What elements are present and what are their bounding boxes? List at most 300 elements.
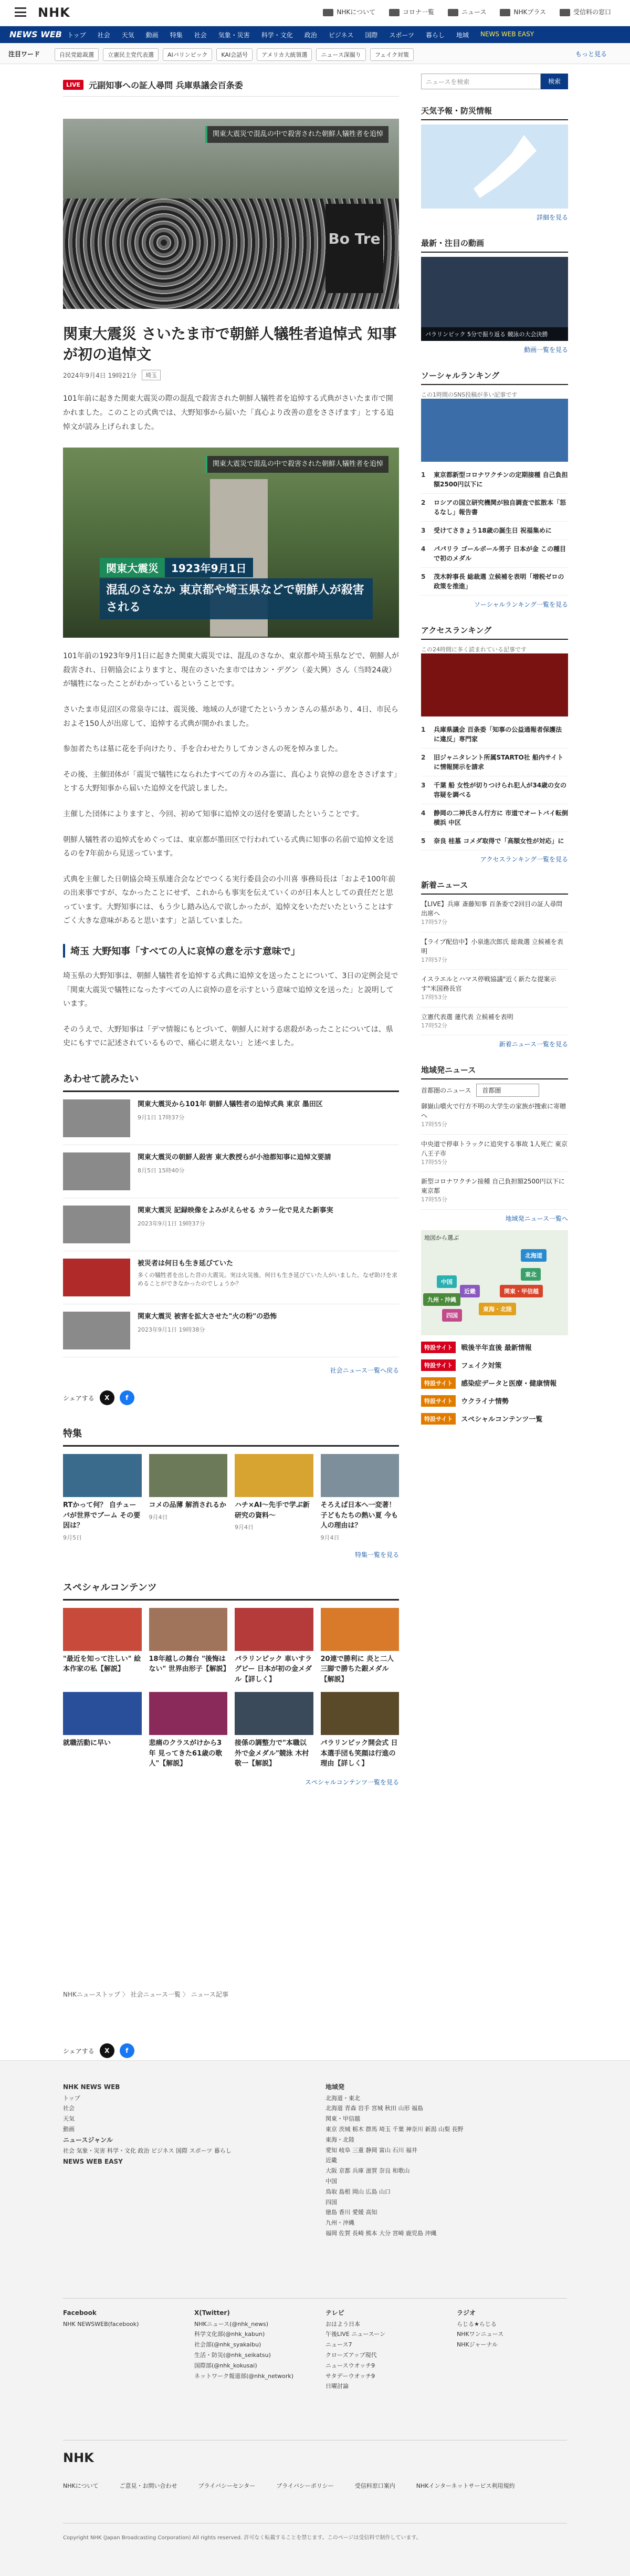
article-paragraph: その後、主催団体が「震災で犠牲になられたすべての方々のみ霊に、真心より哀悼の意をささげます」とする大野知事から届いた追悼文を代読しました。 bbox=[63, 770, 397, 793]
ranking-title[interactable]: 東京都新型コロナワクチンの定期接種 自己負担額2500円以下に bbox=[434, 471, 568, 488]
weather-detail-link[interactable]: 詳細を見る bbox=[536, 214, 568, 221]
article-tag[interactable]: 埼玉 bbox=[142, 370, 161, 380]
footer-col-title: 地域発 bbox=[326, 2083, 345, 2091]
footer-col-title: X(Twitter) bbox=[194, 2309, 230, 2317]
related-thumbnail bbox=[63, 1099, 130, 1137]
special-site-banner[interactable] bbox=[421, 1359, 568, 1371]
special-card[interactable] bbox=[321, 1608, 400, 1685]
footer-link[interactable]: 受信料窓口案内 bbox=[354, 2482, 395, 2489]
footer-link[interactable]: トップ bbox=[63, 2094, 80, 2102]
footer bbox=[0, 2060, 630, 2576]
footer-col-title: テレビ bbox=[326, 2309, 344, 2317]
footer-col-title: NHK NEWS WEB bbox=[63, 2083, 120, 2091]
feature-card[interactable] bbox=[149, 1454, 228, 1542]
video-heading: 最新・注目の動画 bbox=[421, 237, 568, 253]
local-news-item[interactable] bbox=[421, 1097, 568, 1135]
news-web-brand[interactable]: NEWS WEB bbox=[9, 29, 62, 39]
nav-tab[interactable]: 科学・文化 bbox=[261, 32, 293, 39]
nav-tab-easy[interactable]: NEWS WEB EASY bbox=[480, 30, 534, 38]
special-image bbox=[63, 1608, 142, 1651]
featured-video[interactable] bbox=[421, 257, 568, 341]
new-news-title[interactable]: イスラエルとハマス停戦協議"近く新たな提案示す"米国務長官 bbox=[421, 975, 556, 992]
local-news-title[interactable]: 新型コロナワクチン接種 自己負担額2500円以下に 東京都 bbox=[421, 1178, 565, 1194]
new-news-title[interactable]: 【LIVE】兵庫 斎藤知事 百条委で2回目の証人尋問出席へ bbox=[421, 900, 563, 917]
ranking-item[interactable]: 5 茂木幹事長 総裁選 立候補を表明「増税ゼロの政策を推進」 bbox=[421, 568, 568, 596]
footer-col-x bbox=[194, 2308, 310, 2381]
nav-tab[interactable]: 政治 bbox=[304, 32, 317, 39]
region-kinki[interactable]: 近畿 bbox=[460, 1285, 480, 1297]
keyword-list bbox=[55, 48, 414, 61]
weather-map[interactable] bbox=[421, 124, 568, 209]
social-ranking-more[interactable]: ソーシャルランキング一覧を見る bbox=[474, 601, 568, 608]
ranking-title[interactable]: 奈良 桂墓 コメダ取得で「高額女性が対応」に bbox=[434, 837, 564, 845]
nav-tab[interactable]: 暮らし bbox=[425, 32, 445, 39]
special-title[interactable]: "最近を知って注しい" 絵本作家の私【解説】 bbox=[63, 1655, 141, 1674]
footer-link[interactable]: プライバシーセンター bbox=[198, 2482, 256, 2489]
footer-link[interactable]: らじる★らじる bbox=[457, 2320, 497, 2328]
footer-divider bbox=[63, 2298, 567, 2299]
local-news-time: 17時55分 bbox=[421, 1158, 447, 1166]
nav-tab[interactable]: 社会 bbox=[97, 32, 110, 39]
keyword-chip[interactable]: フェイク対策 bbox=[370, 48, 414, 61]
keyword-chip[interactable]: 立憲民主党代表選 bbox=[103, 48, 159, 61]
header-link-corona[interactable]: コロナ一覧 bbox=[389, 7, 434, 16]
footer-link[interactable]: 日曜討論 bbox=[326, 2383, 349, 2390]
header-link-news[interactable]: ニュース bbox=[448, 7, 486, 16]
footer-link[interactable]: ニュース7 bbox=[326, 2341, 352, 2349]
special-card[interactable] bbox=[235, 1692, 313, 1769]
local-region-select[interactable]: 首都圏 bbox=[476, 1084, 539, 1097]
keyword-chip[interactable]: 自民党総裁選 bbox=[55, 48, 99, 61]
article-paragraph: そのうえで、大野知事は「デマ情報にもとづいて、朝鮮人に対する虐殺があったことについては、県史にもすでに記述されているもので、痛心に堪えない」と述べました。 bbox=[63, 1025, 393, 1048]
news-icon bbox=[448, 9, 458, 16]
related-date: 8月5日 15時40分 bbox=[138, 1167, 185, 1174]
footer-link[interactable]: NEWS WEB EASY bbox=[63, 2158, 123, 2166]
related-title[interactable]: 被災者は何日も生き延びていた bbox=[138, 1260, 234, 1268]
nav-tab[interactable]: 地域 bbox=[456, 32, 469, 39]
article-date: 2024年9月4日 19時21分 bbox=[63, 371, 137, 379]
article-paragraph: 埼玉県の大野知事は、朝鮮人犠牲者を追悼する式典に追悼文を送ったことについて、3日の定例会見で「関東大震災で犠牲になったすべての人に哀悼の意を示すという意味で追悼文を送った」と説明しています。 bbox=[63, 972, 398, 1009]
related-more-link[interactable]: 社会ニュース一覧へ戻る bbox=[330, 1367, 399, 1375]
share-row bbox=[63, 1390, 399, 1405]
share-label: シェアする bbox=[63, 1394, 94, 1402]
footer-link[interactable]: NHKインターネットサービス利用規約 bbox=[416, 2482, 515, 2489]
hero-caption: 関東大震災で混乱の中で殺害された朝鮮人犠牲者を追悼 bbox=[205, 126, 388, 143]
special-site-banner[interactable] bbox=[421, 1395, 568, 1407]
footer-link[interactable]: 国際部(@nhk_kokusai) bbox=[194, 2362, 257, 2369]
related-thumbnail bbox=[63, 1152, 130, 1190]
ranking-item[interactable]: 4 パパリラ ゴールボール男子 日本が金 この種目で初のメダル bbox=[421, 540, 568, 568]
article-paragraph: さいたま市見沼区の常泉寺には、震災後、地域の人が建てたというカンさんの墓があり、4日、市民らおよそ150人が出席して、追悼する式典が開かれました。 bbox=[63, 705, 398, 728]
local-news-title[interactable]: 中央道で停車トラックに追突する事故 1人死亡 東京 八王子市 bbox=[421, 1140, 568, 1157]
special-site-banner[interactable] bbox=[421, 1377, 568, 1389]
nav-tab[interactable]: 動画 bbox=[145, 32, 159, 39]
hero-sign: Bo Tre bbox=[326, 204, 383, 293]
footer-col-title: Facebook bbox=[63, 2309, 97, 2317]
ranking-item[interactable]: 3 受けてさきょう18歳の誕生日 祝福集めに bbox=[421, 522, 568, 540]
ranking-title[interactable]: 旧ジャニタレント所属STARTO社 船内サイトに情報開示を請求 bbox=[434, 754, 564, 771]
feature-title[interactable]: ハチ×AI〜先手で学ぶ新研究の資料〜 bbox=[235, 1501, 310, 1520]
ranking-item[interactable]: 2 ロシアの国立研究機関が独自調査で拡散本「怒るなし」報告書 bbox=[421, 494, 568, 522]
related-title[interactable]: 関東大震災 被害を拡大させた"火の粉"の恐怖 bbox=[138, 1313, 277, 1321]
ranking-item[interactable]: 5 奈良 桂墓 コメダ取得で「高額女性が対応」に bbox=[421, 832, 568, 850]
features-grid bbox=[63, 1454, 399, 1542]
region-kanto[interactable]: 関東・甲信越 bbox=[500, 1285, 543, 1297]
access-ranking-heading: アクセスランキング bbox=[421, 625, 568, 640]
footer-link[interactable]: サタデーウオッチ9 bbox=[326, 2372, 375, 2380]
banner-text[interactable]: スペシャルコンテンツ一覧 bbox=[461, 1416, 543, 1424]
local-news-time: 17時55分 bbox=[421, 1196, 447, 1203]
footer-link[interactable]: NHKワンニュース bbox=[457, 2331, 504, 2338]
features-more-link[interactable]: 特集一覧を見る bbox=[354, 1551, 399, 1559]
footer-link[interactable]: 生活・防災(@nhk_seikatsu) bbox=[194, 2351, 271, 2359]
local-news-item[interactable] bbox=[421, 1135, 568, 1172]
plus-icon bbox=[500, 9, 510, 16]
feature-title[interactable]: RTかって何？ 自チューバが世界でブーム その要因は？ bbox=[63, 1501, 141, 1530]
footer-region: 北海道・東北 bbox=[326, 2094, 360, 2102]
footer-link[interactable]: ネットワーク報道部(@nhk_network) bbox=[194, 2372, 294, 2380]
new-news-time: 17時52分 bbox=[421, 1022, 447, 1029]
nhk-logo[interactable]: NHK bbox=[38, 5, 70, 20]
social-ranking-image bbox=[421, 399, 568, 462]
footer-link[interactable]: 科学文化部(@nhk_kabun) bbox=[194, 2331, 265, 2338]
article-title: 関東大震災 さいたま市で朝鮮人犠牲者追悼式 知事が初の追悼文 bbox=[63, 325, 397, 363]
sidebar bbox=[421, 74, 568, 1425]
article-paragraph: 主催した団体によりますと、今回、初めて知事に追悼文の送付を要請したということです。 bbox=[63, 809, 364, 818]
feature-image bbox=[235, 1454, 313, 1497]
footer-link[interactable]: 鳥取 島根 岡山 広島 山口 bbox=[326, 2188, 391, 2195]
new-news-title[interactable]: 立憲代表選 蓮代表 立候補を表明 bbox=[421, 1013, 513, 1021]
local-news-time: 17時55分 bbox=[421, 1121, 447, 1128]
ranking-title[interactable]: 千葉 船 女性が切りつけられ犯人が34歳の女の容疑を調べる bbox=[434, 782, 567, 798]
feature-image bbox=[149, 1454, 228, 1497]
about-icon bbox=[323, 9, 333, 16]
local-news-heading: 地域発ニュース bbox=[421, 1064, 568, 1079]
new-news-item[interactable] bbox=[421, 970, 568, 1007]
special-card[interactable] bbox=[63, 1608, 142, 1685]
special-image bbox=[149, 1692, 228, 1735]
telop-text: 混乱のさなか 東京都や埼玉県などで朝鮮人が殺害される bbox=[100, 578, 373, 619]
nav-tab[interactable]: スポーツ bbox=[389, 32, 414, 39]
article-paragraph: 式典を主催した日朝協会埼玉県連合会などでつくる実行委員会の小川喜 事務局長は「およそ100年前の出来事ですが、なかったことにせず、これからも事実を伝えていくのが日本人としての責任だと思っています。大野知事には、もう少し踏み込んで欲しかったが、追悼文をいただいたということはすごく大きな意味があると思います」と話していました。 bbox=[63, 875, 396, 926]
new-news-item[interactable] bbox=[421, 932, 568, 970]
related-title[interactable]: 関東大震災の朝鮮人殺害 東大教授らが小池都知事に追悼文要請 bbox=[138, 1154, 331, 1162]
special-heading: スペシャルコンテンツ bbox=[63, 1580, 399, 1601]
related-thumbnail bbox=[63, 1206, 130, 1243]
footer-link[interactable]: 大阪 京都 兵庫 滋賀 奈良 和歌山 bbox=[326, 2167, 410, 2175]
feature-card[interactable] bbox=[321, 1454, 400, 1542]
special-image bbox=[235, 1608, 313, 1651]
new-news-time: 17時57分 bbox=[421, 919, 447, 926]
article-subheading: 埼玉 大野知事「すべての人に哀悼の意を示す意味で」 bbox=[63, 944, 399, 958]
footer-link[interactable]: 動画 bbox=[63, 2125, 75, 2133]
footer-link[interactable]: 天気 bbox=[63, 2115, 75, 2123]
article-lead: 101年前に起きた関東大震災の際の混乱で殺害された朝鮮人犠牲者を追悼する式典がさいたま市で開かれました。このことの式典では、大野知事から届いた「真心より改善の意をささげます」とする追悼文が読み上げられました。 bbox=[63, 394, 394, 431]
access-ranking bbox=[421, 645, 568, 850]
top-bar bbox=[0, 0, 630, 26]
keyword-label: 注目ワード bbox=[8, 50, 40, 58]
banner-text[interactable]: フェイク対策 bbox=[461, 1362, 502, 1370]
banner-text[interactable]: 感染症データと医療・健康情報 bbox=[461, 1380, 557, 1388]
share-label: シェアする bbox=[63, 2047, 94, 2055]
header-links bbox=[323, 7, 611, 16]
new-news-time: 17時53分 bbox=[421, 994, 447, 1001]
footer-region: 九州・沖縄 bbox=[326, 2219, 354, 2227]
special-image bbox=[321, 1608, 400, 1651]
special-card[interactable] bbox=[149, 1692, 228, 1769]
footer-link[interactable]: 社会部(@nhk_syakaibu) bbox=[194, 2341, 261, 2349]
nav-tab[interactable]: トップ bbox=[67, 32, 86, 39]
breadcrumb[interactable]: NHKニューストップ 〉 社会ニュース一覧 〉 ニュース記事 bbox=[63, 1991, 228, 1998]
footer-link[interactable]: 午後LIVE ニュースーン bbox=[326, 2331, 386, 2338]
related-date: 2023年9月1日 19時37分 bbox=[138, 1220, 205, 1227]
feature-date: 9月4日 bbox=[235, 1524, 254, 1531]
telop-date: 1923年9月1日 bbox=[165, 558, 253, 577]
share-row-bottom bbox=[63, 2043, 134, 2058]
footer-bottom-links bbox=[63, 2481, 567, 2491]
footer-region: 関東・甲信越 bbox=[326, 2115, 360, 2123]
related-item[interactable] bbox=[63, 1092, 399, 1145]
copyright: Copyright NHK (Japan Broadcasting Corporation) All rights reserved. 許可なく転載することを禁じます。このページは受信料で制作しています。 bbox=[63, 2535, 422, 2541]
social-ranking bbox=[421, 390, 568, 596]
special-title[interactable]: パラリンピック 車いすラグビー 日本が初の金メダル【詳しく】 bbox=[235, 1655, 312, 1684]
special-title[interactable]: 就職活動に早い bbox=[63, 1739, 111, 1748]
region-tohoku[interactable]: 東北 bbox=[521, 1268, 541, 1281]
ranking-item[interactable]: 3 千葉 船 女性が切りつけられ犯人が34歳の女の容疑を調べる bbox=[421, 776, 568, 804]
ranking-title[interactable]: 兵庫県議会 百条委「知事の公益通報者保護法に違反」専門家 bbox=[434, 726, 562, 743]
search-input[interactable]: ニュースを検索 bbox=[421, 74, 541, 89]
new-news-time: 17時57分 bbox=[421, 956, 447, 963]
new-news-more[interactable]: 新着ニュース一覧を見る bbox=[499, 1041, 568, 1048]
banner-badge: 特設サイト bbox=[421, 1395, 456, 1407]
region-chugoku[interactable]: 中国 bbox=[437, 1275, 457, 1288]
footer-link[interactable]: 愛知 岐阜 三重 静岡 富山 石川 福井 bbox=[326, 2146, 417, 2154]
footer-link[interactable]: ニュースウオッチ9 bbox=[326, 2362, 375, 2369]
article-figure bbox=[63, 448, 399, 638]
special-card[interactable] bbox=[149, 1608, 228, 1685]
keyword-chip[interactable]: AIパリンピック bbox=[163, 48, 212, 61]
footer-region: 近畿 bbox=[326, 2157, 337, 2164]
special-title[interactable]: 18年越しの舞台 "後悔はない" 世界由形子【解説】 bbox=[149, 1655, 230, 1674]
region-map bbox=[421, 1230, 568, 1335]
footer-link[interactable]: 北海道 青森 岩手 宮城 秋田 山形 福島 bbox=[326, 2105, 423, 2112]
local-region-row bbox=[421, 1084, 568, 1097]
footer-link[interactable]: ご意見・お問い合わせ bbox=[119, 2482, 177, 2489]
nav-tab[interactable]: 国際 bbox=[365, 32, 378, 39]
feature-card[interactable] bbox=[235, 1454, 313, 1542]
keyword-more-link[interactable]: もっと見る bbox=[575, 50, 607, 58]
keyword-chip[interactable]: KAI会話号 bbox=[216, 48, 253, 61]
article-meta bbox=[63, 370, 399, 380]
ranking-item[interactable]: 2 旧ジャニタレント所属STARTO社 船内サイトに情報開示を請求 bbox=[421, 749, 568, 776]
live-title[interactable]: 元副知事への証人尋問 兵庫県議会百条委 bbox=[89, 80, 243, 90]
x-share-icon[interactable]: X bbox=[100, 1390, 114, 1405]
special-title[interactable]: 20連で勝利に 炎と二人三脚で勝ちた銀メダル【解説】 bbox=[320, 1655, 394, 1684]
fee-icon bbox=[560, 9, 570, 16]
region-tokai[interactable]: 東海・北陸 bbox=[479, 1303, 516, 1315]
footer-region: 中国 bbox=[326, 2177, 337, 2185]
article-paragraph: 参加者たちは墓に花を手向けたり、手を合わせたりしてカンさんの死を悼みました。 bbox=[63, 745, 342, 754]
footer-link[interactable]: 社会 bbox=[63, 2105, 75, 2112]
features-heading: 特集 bbox=[63, 1426, 399, 1447]
video-caption: パラリンピック 5分で振り返る 競泳の大会決勝 bbox=[421, 327, 568, 341]
access-ranking-desc: この24時間に多く読まれている記事です bbox=[421, 646, 527, 653]
special-image bbox=[63, 1692, 142, 1735]
new-news-item[interactable] bbox=[421, 1007, 568, 1036]
related-heading: あわせて読みたい bbox=[63, 1072, 399, 1092]
footer-link[interactable]: おはよう日本 bbox=[326, 2320, 360, 2328]
keyword-bar bbox=[0, 43, 630, 64]
feature-title[interactable]: コメの品薄 解消されるか bbox=[149, 1501, 227, 1510]
feature-title[interactable]: そろえば日本へ一変著！子どもたちの熱い夏 今も人の理由は？ bbox=[320, 1501, 398, 1530]
article-paragraph: 101年前の1923年9月1日に起きた関東大震災では、混乱のさなか、東京都や埼玉県などで、朝鮮人が殺害され、日朝協会によりますと、現在のさいたま市ではカン・デグン（姜大興）さん（当時24歳）が犠牲になったことがわかっているということです。 bbox=[63, 652, 399, 689]
facebook-share-icon[interactable]: f bbox=[120, 2043, 134, 2058]
special-title[interactable]: パラリンピック開会式 日本選手団も笑顔は行進の理由【詳しく】 bbox=[320, 1739, 398, 1768]
footer-link[interactable]: 徳島 香川 愛媛 高知 bbox=[326, 2209, 377, 2216]
nav-tabs bbox=[67, 30, 534, 39]
related-item[interactable] bbox=[63, 1251, 399, 1304]
related-item[interactable] bbox=[63, 1198, 399, 1251]
ranking-item[interactable]: 1 東京都新型コロナワクチンの定期接種 自己負担額2500円以下に bbox=[421, 466, 568, 494]
ranking-title[interactable]: パパリラ ゴールボール男子 日本が金 この種目で初のメダル bbox=[434, 545, 566, 562]
footer-col-site bbox=[63, 2082, 284, 2168]
special-site-banner[interactable] bbox=[421, 1342, 568, 1353]
region-map-label: 地図から選ぶ bbox=[424, 1234, 459, 1241]
nav-tab[interactable]: 特集 bbox=[170, 32, 183, 39]
menu-icon[interactable] bbox=[15, 7, 26, 17]
feature-image bbox=[321, 1454, 400, 1497]
footer-region: 四国 bbox=[326, 2198, 337, 2206]
ranking-title[interactable]: 茂木幹事長 総裁選 立候補を表明「増税ゼロの政策を推進」 bbox=[434, 573, 564, 590]
related-thumbnail bbox=[63, 1312, 130, 1349]
region-kyushu[interactable]: 九州・沖縄 bbox=[423, 1293, 460, 1306]
feature-date: 9月5日 bbox=[63, 1534, 82, 1541]
banner-badge: 特設サイト bbox=[421, 1342, 456, 1353]
special-image bbox=[149, 1608, 228, 1651]
main-column bbox=[63, 74, 399, 1786]
special-title[interactable]: 接係の調整力で"本職以外で金メダル"競泳 木村敬一【解説】 bbox=[235, 1739, 309, 1768]
hero-image bbox=[63, 119, 399, 309]
live-badge: LIVE bbox=[63, 80, 83, 90]
new-news-item[interactable] bbox=[421, 895, 568, 932]
related-thumbnail bbox=[63, 1259, 130, 1296]
header-link-plus[interactable]: NHKプラス bbox=[500, 7, 546, 16]
related-item[interactable] bbox=[63, 1304, 399, 1357]
telop-label: 関東大震災 bbox=[100, 558, 165, 577]
region-shikoku[interactable]: 四国 bbox=[442, 1309, 462, 1322]
footer-col-tv bbox=[326, 2308, 430, 2392]
footer-region: 東海・北陸 bbox=[326, 2136, 354, 2143]
figure-telop bbox=[100, 558, 373, 619]
search-box bbox=[421, 74, 568, 89]
footer-link[interactable]: NHK NEWSWEB(facebook) bbox=[63, 2320, 139, 2328]
live-banner[interactable] bbox=[63, 74, 399, 97]
footer-link[interactable]: クローズアップ現代 bbox=[326, 2351, 377, 2359]
nav-tab[interactable]: 天気 bbox=[121, 32, 134, 39]
footer-col-radio bbox=[457, 2308, 562, 2350]
local-news-title[interactable]: 御嶽山噴火で行方不明の大学生の家族が捜索に寄贈へ bbox=[421, 1103, 566, 1119]
feature-date: 9月4日 bbox=[149, 1513, 168, 1521]
special-card[interactable] bbox=[63, 1692, 142, 1769]
footer-link[interactable]: 福岡 佐賀 長崎 熊本 大分 宮崎 鹿児島 沖縄 bbox=[326, 2229, 437, 2237]
social-ranking-heading: ソーシャルランキング bbox=[421, 370, 568, 385]
special-title[interactable]: 悲痛のクラスがけから3年 見ってきた61歳の歌人"【解説】 bbox=[149, 1739, 223, 1768]
nav-tab[interactable]: 社会 bbox=[194, 32, 207, 39]
footer-link[interactable]: 社会 気象・災害 科学・文化 政治 ビジネス 国際 スポーツ 暮らし bbox=[63, 2147, 232, 2155]
related-title[interactable]: 関東大震災から101年 朝鮮人犠牲者の追悼式典 東京 墨田区 bbox=[138, 1100, 323, 1109]
region-hokkaido[interactable]: 北海道 bbox=[521, 1249, 547, 1262]
local-news-more[interactable]: 地域発ニュース一覧へ bbox=[505, 1214, 568, 1222]
footer-link[interactable]: NHKジャーナル bbox=[457, 2341, 498, 2349]
footer-link[interactable]: NHKニュース(@nhk_news) bbox=[194, 2320, 269, 2328]
related-date: 9月1日 17時37分 bbox=[138, 1114, 185, 1121]
search-button[interactable]: 検索 bbox=[541, 74, 568, 89]
special-card[interactable] bbox=[235, 1608, 313, 1685]
ranking-item[interactable]: 4 静岡の二神氏さん行方に 市道でオートバイ転倒 横浜 中区 bbox=[421, 804, 568, 832]
ranking-title[interactable]: 受けてさきょう18歳の誕生日 祝福集めに bbox=[434, 527, 552, 534]
ranking-title[interactable]: ロシアの国立研究機関が独自調査で拡散本「怒るなし」報告書 bbox=[434, 499, 566, 516]
special-grid bbox=[63, 1608, 399, 1769]
footer-link[interactable]: 東京 茨城 栃木 群馬 埼玉 千葉 神奈川 新潟 山梨 長野 bbox=[326, 2125, 464, 2133]
related-item[interactable] bbox=[63, 1145, 399, 1198]
footer-col-local bbox=[326, 2082, 567, 2239]
feature-image bbox=[63, 1454, 142, 1497]
related-date: 2023年9月1日 19時38分 bbox=[138, 1326, 205, 1333]
video-more-link[interactable]: 動画一覧を見る bbox=[523, 346, 568, 354]
access-ranking-more[interactable]: アクセスランキング一覧を見る bbox=[480, 856, 568, 863]
footer-col-facebook bbox=[63, 2308, 168, 2329]
banner-badge: 特設サイト bbox=[421, 1359, 456, 1371]
special-site-banner[interactable] bbox=[421, 1413, 568, 1425]
related-title[interactable]: 関東大震災 記録映像をよみがえらせる カラー化で見えた新事実 bbox=[138, 1207, 333, 1215]
feature-card[interactable] bbox=[63, 1454, 142, 1542]
local-news-item[interactable] bbox=[421, 1172, 568, 1210]
special-card[interactable] bbox=[321, 1692, 400, 1769]
ranking-item[interactable]: 1 兵庫県議会 百条委「知事の公益通報者保護法に違反」専門家 bbox=[421, 721, 568, 749]
special-more-link[interactable]: スペシャルコンテンツ一覧を見る bbox=[304, 1778, 399, 1786]
nav-bar bbox=[0, 26, 630, 43]
new-news-title[interactable]: 【ライブ配信中】小泉進次郎氏 総裁選 立候補を表明 bbox=[421, 938, 563, 955]
footer-nhk-logo[interactable]: NHK bbox=[63, 2450, 94, 2465]
figure-caption: 関東大震災で混乱の中で殺害された朝鮮人犠牲者を追悼 bbox=[205, 456, 388, 473]
corona-icon bbox=[389, 9, 400, 16]
banner-text[interactable]: ウクライナ情勢 bbox=[461, 1398, 509, 1406]
ranking-title[interactable]: 静岡の二神氏さん行方に 市道でオートバイ転倒 横浜 中区 bbox=[434, 809, 568, 826]
banner-badge: 特設サイト bbox=[421, 1377, 456, 1389]
banner-badge: 特設サイト bbox=[421, 1413, 456, 1425]
footer-subtitle: ニュースジャンル bbox=[63, 2136, 113, 2144]
social-ranking-desc: この1時間のSNS投稿が多い記事です bbox=[421, 391, 518, 398]
facebook-share-icon[interactable]: f bbox=[120, 1390, 134, 1405]
article-paragraph: 朝鮮人犠牲者の追悼式をめぐっては、東京都が墨田区で行われている式典に知事の名前で追悼文を送るのを7年前から見送っています。 bbox=[63, 835, 394, 858]
footer-link[interactable]: NHKについて bbox=[63, 2482, 99, 2489]
nav-tab[interactable]: 気象・災害 bbox=[218, 32, 250, 39]
keyword-chip[interactable]: ニュース深掘り bbox=[316, 48, 365, 61]
header-link-fee[interactable]: 受信料の窓口 bbox=[560, 7, 611, 16]
footer-link[interactable]: プライバシーポリシー bbox=[276, 2482, 334, 2489]
weather-heading: 天気予報・防災情報 bbox=[421, 105, 568, 120]
related-summary: 多くの犠牲者を出した昔の大震災。実は火災後、何日も生き延びていた人がいました。なぜ助けを求めることができなかったのでしょうか？ bbox=[138, 1271, 397, 1287]
header-link-about[interactable]: NHKについて bbox=[323, 7, 375, 16]
new-news-heading: 新着ニュース bbox=[421, 879, 568, 895]
local-region-label: 首都圏のニュース bbox=[421, 1087, 471, 1094]
special-image bbox=[321, 1692, 400, 1735]
x-share-icon[interactable]: X bbox=[100, 2043, 114, 2058]
access-ranking-image bbox=[421, 653, 568, 716]
nav-tab[interactable]: ビジネス bbox=[328, 32, 354, 39]
keyword-chip[interactable]: アメリカ大統領選 bbox=[257, 48, 312, 61]
banner-text[interactable]: 戦後半年直後 最新情報 bbox=[461, 1344, 532, 1352]
